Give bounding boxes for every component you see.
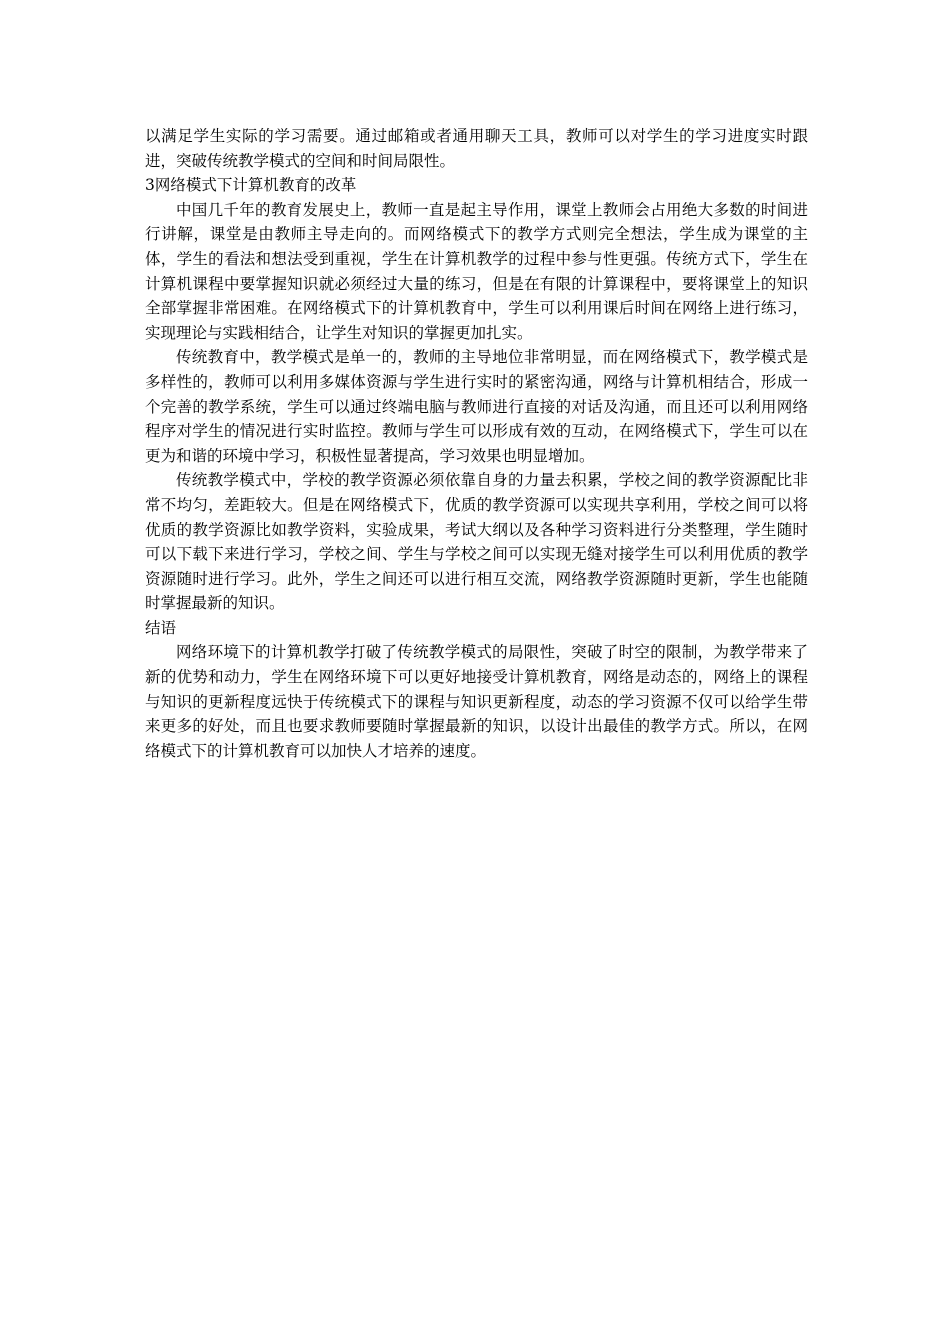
- paragraph-conclusion: 网络环境下的计算机教学打破了传统教学模式的局限性，突破了时空的限制，为教学带来了新的优势和动力，学生在网络环境下可以更好地接受计算机教育，网络是动态的，网络上的课程与知识的更新程度远快于传统模式下的课程与知识更新程度，动态的学习资源不仅可以给学生带来更多的好处，而且也要求教师要随时掌握最新的知识，以设计出最佳的教学方式。所以，在网络模式下的计算机教育可以加快人才培养的速度。: [145, 643, 808, 760]
- section-heading-conclusion: 结语: [145, 618, 177, 637]
- paragraph-continuation: 以满足学生实际的学习需要。通过邮箱或者通用聊天工具，教师可以对学生的学习进度实时跟进，突破传统教学模式的空间和时间局限性。: [145, 127, 808, 170]
- paragraph-teaching-mode: 传统教育中，教学模式是单一的，教师的主导地位非常明显，而在网络模式下，教学模式是多样性的，教师可以利用多媒体资源与学生进行实时的紧密沟通，网络与计算机相结合，形成一个完善的教学系统，学生可以通过终端电脑与教师进行直接的对话及沟通，而且还可以利用网络程序对学生的情况进行实时监控。教师与学生可以形成有效的互动，在网络模式下，学生可以在更为和谐的环境中学习，积极性显著提高，学习效果也明显增加。: [145, 348, 808, 465]
- document-body: [145, 124, 808, 763]
- paragraph-teacher-role: 中国几千年的教育发展史上，教师一直是起主导作用，课堂上教师会占用绝大多数的时间进行讲解，课堂是由教师主导走向的。而网络模式下的教学方式则完全想法，学生成为课堂的主体，学生的看法和想法受到重视，学生在计算机教学的过程中参与性更强。传统方式下，学生在计算机课程中要掌握知识就必须经过大量的练习，但是在有限的计算课程中，要将课堂上的知识全部掌握非常困难。在网络模式下的计算机教育中，学生可以利用课后时间在网络上进行练习，实现理论与实践相结合，让学生对知识的掌握更加扎实。: [145, 200, 808, 342]
- paragraph-teaching-resources: 传统教学模式中，学校的教学资源必须依靠自身的力量去积累，学校之间的教学资源配比非常不均匀，差距较大。但是在网络模式下，优质的教学资源可以实现共享利用，学校之间可以将优质的教学资源比如教学资料，实验成果，考试大纲以及各种学习资料进行分类整理，学生随时可以下载下来进行学习，学校之间、学生与学校之间可以实现无缝对接学生可以利用优质的教学资源随时进行学习。此外，学生之间还可以进行相互交流，网络教学资源随时更新，学生也能随时掌握最新的知识。: [145, 471, 808, 613]
- section-heading-reform: 3网络模式下计算机教育的改革: [145, 176, 357, 195]
